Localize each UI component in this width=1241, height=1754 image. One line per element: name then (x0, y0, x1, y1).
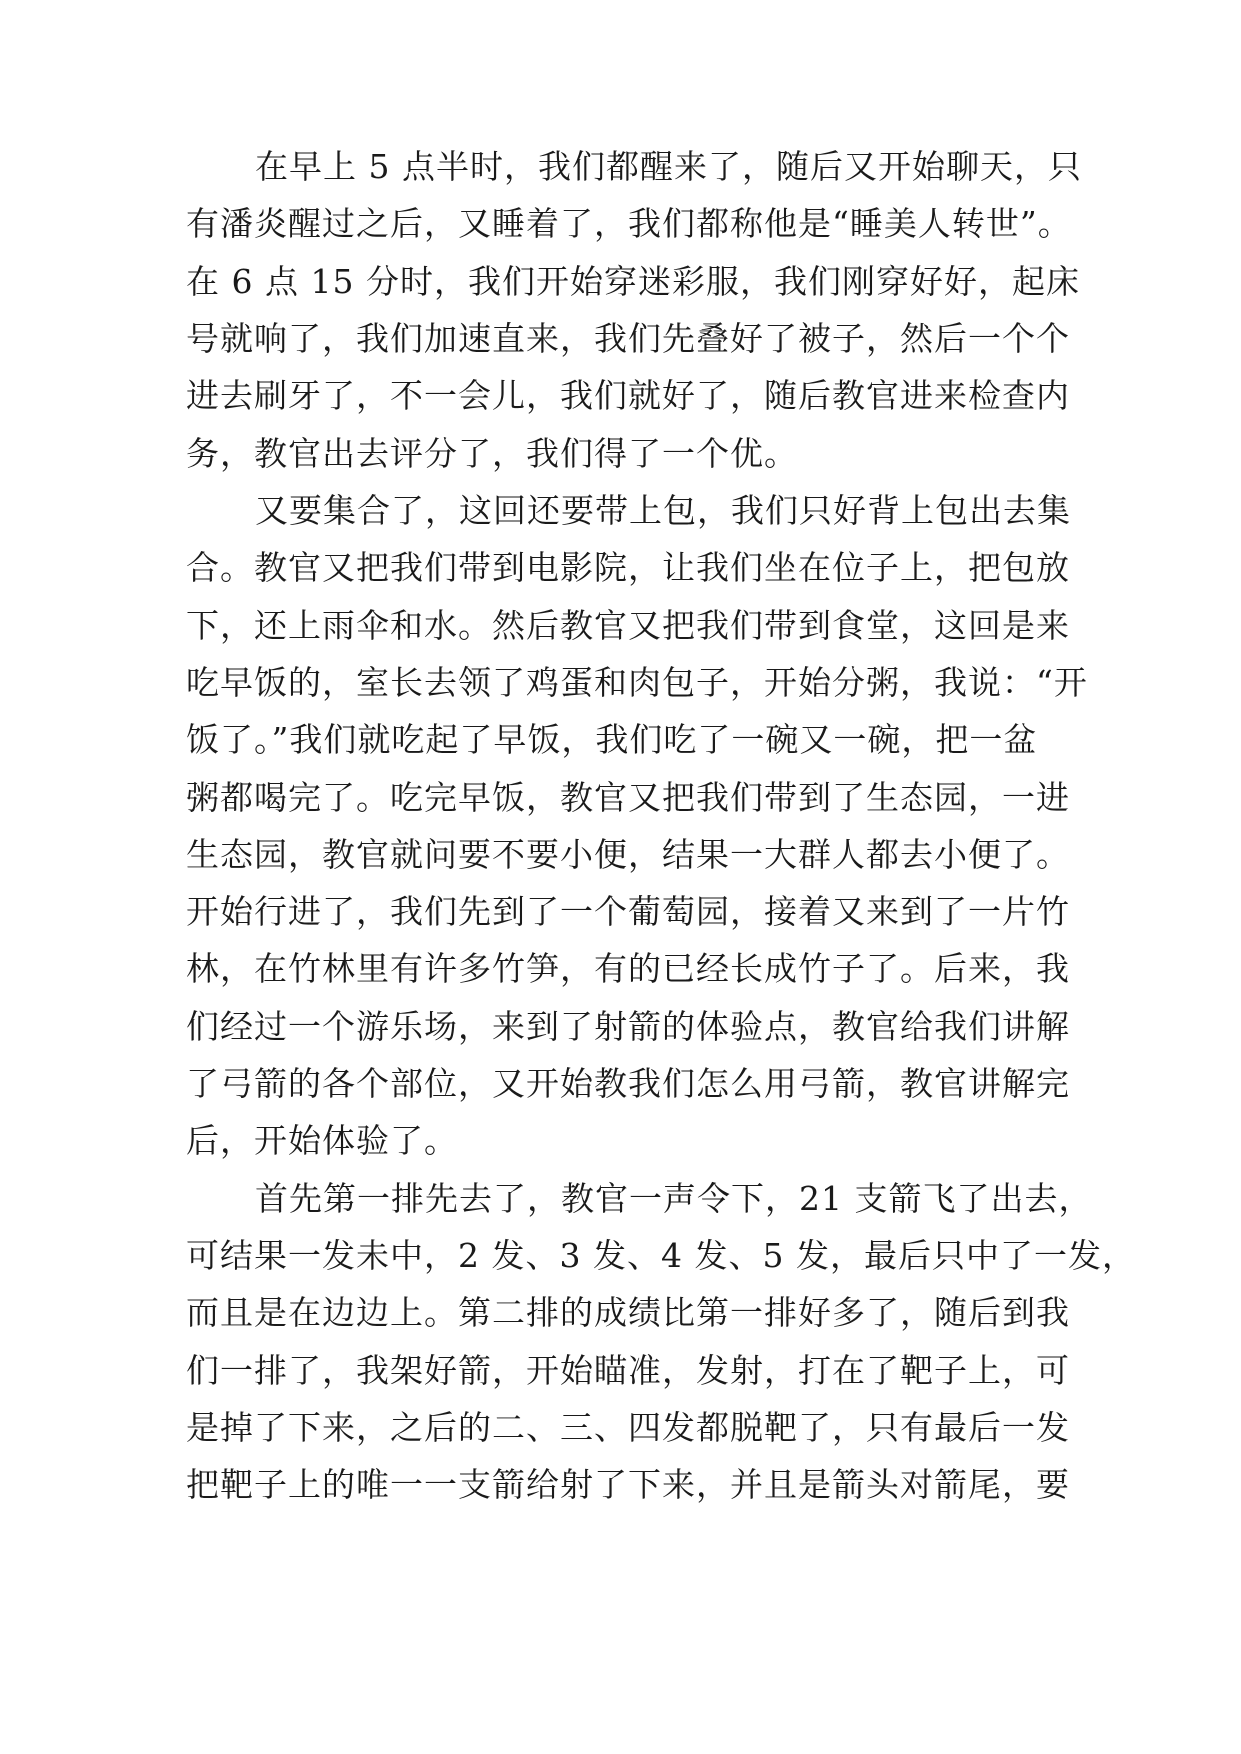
paragraph-1-line-6: 务，教官出去评分了，我们得了一个优。 (186, 434, 798, 473)
paragraph-3-line-6: 把靶子上的唯一一支箭给射了下来，并且是箭头对箭尾，要 (186, 1465, 1070, 1504)
paragraph-3-line-3: 而且是在边边上。第二排的成绩比第一排好多了，随后到我 (186, 1293, 1070, 1332)
paragraph-1-line-4: 号就响了，我们加速直来，我们先叠好了被子，然后一个个 (186, 319, 1070, 358)
paragraph-3-line-5: 是掉了下来，之后的二、三、四发都脱靶了，只有最后一发 (186, 1408, 1070, 1447)
paragraph-1-line-3: 在 6 点 15 分时，我们开始穿迷彩服，我们刚穿好好，起床 (186, 262, 1080, 301)
paragraph-3-line-1: 首先第一排先去了，教官一声令下，21 支箭飞了出去， (255, 1179, 1093, 1218)
paragraph-1-line-1: 在早上 5 点半时，我们都醒来了，随后又开始聊天，只 (255, 147, 1082, 186)
paragraph-2-line-8: 开始行进了，我们先到了一个葡萄园，接着又来到了一片竹 (186, 892, 1070, 931)
paragraph-2-line-2: 合。教官又把我们带到电影院，让我们坐在位子上，把包放 (186, 548, 1070, 587)
paragraph-2-line-12: 后，开始体验了。 (186, 1121, 458, 1160)
paragraph-2-line-10: 们经过一个游乐场，来到了射箭的体验点，教官给我们讲解 (186, 1007, 1070, 1046)
paragraph-1-line-2: 有潘炎醒过之后，又睡着了，我们都称他是“睡美人转世”。 (186, 204, 1072, 243)
paragraph-2-line-6: 粥都喝完了。吃完早饭，教官又把我们带到了生态园，一进 (186, 778, 1070, 817)
paragraph-1-line-5: 进去刷牙了，不一会儿，我们就好了，随后教官进来检查内 (186, 376, 1070, 415)
paragraph-2-line-7: 生态园，教官就问要不要小便，结果一大群人都去小便了。 (186, 835, 1070, 874)
paragraph-2-line-1: 又要集合了，这回还要带上包，我们只好背上包出去集 (255, 491, 1071, 530)
paragraph-2-line-3: 下，还上雨伞和水。然后教官又把我们带到食堂，这回是来 (186, 606, 1070, 645)
paragraph-3-line-2: 可结果一发未中，2 发、3 发、4 发、5 发，最后只中了一发， (186, 1236, 1136, 1275)
paragraph-2-line-5: 饭了。”我们就吃起了早饭，我们吃了一碗又一碗，把一盆 (186, 720, 1038, 759)
paragraph-2-line-4: 吃早饭的，室长去领了鸡蛋和肉包子，开始分粥，我说：“开 (186, 663, 1088, 702)
paragraph-3-line-4: 们一排了，我架好箭，开始瞄准，发射，打在了靶子上，可 (186, 1351, 1070, 1390)
paragraph-2-line-11: 了弓箭的各个部位，又开始教我们怎么用弓箭，教官讲解完 (186, 1064, 1070, 1103)
paragraph-2-line-9: 林，在竹林里有许多竹笋，有的已经长成竹子了。后来，我 (186, 949, 1070, 988)
